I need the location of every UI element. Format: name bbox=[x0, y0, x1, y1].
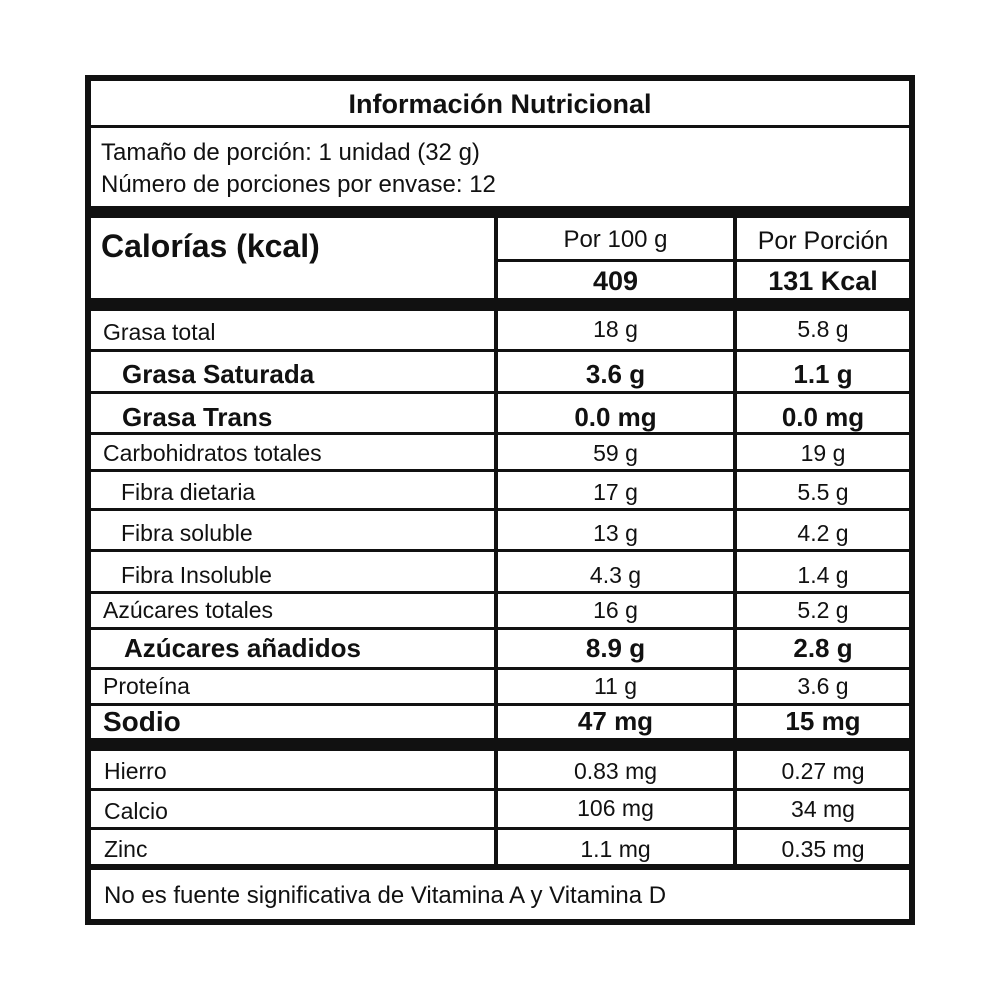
calories-per-serving: 131 Kcal bbox=[768, 266, 878, 296]
nutrient-value-100g-grasa-trans: 0.0 mg bbox=[574, 402, 657, 432]
rule-row-11 bbox=[85, 788, 915, 791]
nutrient-label-grasa-trans: Grasa Trans bbox=[122, 402, 273, 432]
rule-row-6 bbox=[85, 549, 915, 552]
nutrient-label-fibra-soluble: Fibra soluble bbox=[121, 520, 253, 546]
nutrient-value-portion-sodio: 15 mg bbox=[785, 706, 861, 736]
rule-thick-serving bbox=[85, 206, 915, 218]
mineral-value-portion-calcio: 34 mg bbox=[791, 796, 855, 822]
nutrient-value-portion-proteina: 3.6 g bbox=[797, 673, 849, 699]
nutrient-value-100g-fibra-soluble: 13 g bbox=[593, 520, 638, 546]
nutrient-value-100g-azucares-totales: 16 g bbox=[593, 597, 638, 623]
nutrient-value-100g-fibra-dietaria: 17 g bbox=[593, 479, 638, 505]
nutrient-label-grasa-saturada: Grasa Saturada bbox=[122, 359, 315, 389]
nutrient-label-sodio: Sodio bbox=[103, 706, 181, 737]
nutrient-value-portion-fibra-insoluble: 1.4 g bbox=[797, 562, 849, 588]
mineral-label-hierro: Hierro bbox=[104, 758, 167, 784]
rule-row-3 bbox=[85, 432, 915, 435]
mineral-label-calcio: Calcio bbox=[104, 798, 168, 824]
rule-row-9 bbox=[85, 667, 915, 670]
col-header-per-100g: Por 100 g bbox=[563, 226, 668, 253]
border-top bbox=[85, 75, 915, 81]
rule-row-1 bbox=[85, 349, 915, 352]
nutrient-value-portion-fibra-dietaria: 5.5 g bbox=[797, 479, 849, 505]
col-header-per-serving: Por Porción bbox=[757, 227, 889, 255]
table-title: Información Nutricional bbox=[348, 89, 652, 119]
serving-size: Tamaño de porción: 1 unidad (32 g) bbox=[101, 139, 480, 166]
servings-per-container: Número de porciones por envase: 12 bbox=[101, 171, 496, 198]
rule-footnote bbox=[85, 864, 915, 870]
mineral-value-portion-zinc: 0.35 mg bbox=[781, 836, 865, 862]
calories-per-100g: 409 bbox=[592, 266, 639, 296]
rule-row-7 bbox=[85, 591, 915, 594]
nutrient-value-100g-proteina: 11 g bbox=[593, 673, 638, 699]
nutrient-value-100g-carbohidratos: 59 g bbox=[593, 440, 638, 466]
rule-row-2 bbox=[85, 391, 915, 394]
border-bottom bbox=[85, 919, 915, 925]
rule-row-5 bbox=[85, 508, 915, 511]
mineral-value-100g-zinc: 1.1 mg bbox=[580, 836, 651, 862]
border-right bbox=[909, 75, 915, 925]
nutrient-value-portion-azucares-totales: 5.2 g bbox=[797, 597, 849, 623]
nutrient-label-azucares-anadidos: Azúcares añadidos bbox=[124, 633, 361, 663]
border-left bbox=[85, 75, 91, 925]
footnote: No es fuente significativa de Vitamina A y Vitamina D bbox=[104, 882, 667, 909]
nutrient-value-100g-grasa-total: 18 g bbox=[593, 316, 638, 342]
nutrient-label-proteina: Proteína bbox=[103, 673, 190, 699]
rule-title bbox=[85, 125, 915, 128]
mineral-value-100g-calcio: 106 mg bbox=[577, 795, 654, 821]
nutrient-label-azucares-totales: Azúcares totales bbox=[103, 597, 274, 623]
nutrient-value-portion-fibra-soluble: 4.2 g bbox=[797, 520, 849, 546]
mineral-value-100g-hierro: 0.83 mg bbox=[573, 758, 658, 784]
nutrient-value-100g-sodio: 47 mg bbox=[577, 706, 654, 736]
rule-row-4 bbox=[85, 469, 915, 472]
rule-thick-calories bbox=[85, 298, 915, 311]
nutrient-value-portion-carbohidratos: 19 g bbox=[800, 440, 846, 466]
rule-row-8 bbox=[85, 627, 915, 630]
nutrient-value-portion-grasa-saturada: 1.1 g bbox=[793, 359, 853, 389]
rule-row-12 bbox=[85, 827, 915, 830]
nutrient-value-portion-azucares-anadidos: 2.8 g bbox=[793, 633, 853, 663]
mineral-value-portion-hierro: 0.27 mg bbox=[781, 758, 865, 784]
nutrient-value-portion-grasa-trans: 0.0 mg bbox=[781, 402, 865, 432]
nutrient-label-carbohidratos: Carbohidratos totales bbox=[103, 440, 322, 466]
nutrient-value-100g-grasa-saturada: 3.6 g bbox=[585, 359, 646, 389]
calories-label: Calorías (kcal) bbox=[101, 228, 320, 264]
nutrient-value-100g-azucares-anadidos: 8.9 g bbox=[585, 633, 646, 663]
nutrient-value-portion-grasa-total: 5.8 g bbox=[797, 316, 849, 342]
nutrient-value-100g-fibra-insoluble: 4.3 g bbox=[589, 562, 642, 588]
nutrient-label-grasa-total: Grasa total bbox=[103, 319, 216, 345]
rule-thick-sodio bbox=[85, 738, 915, 751]
nutrient-label-fibra-dietaria: Fibra dietaria bbox=[121, 479, 256, 505]
rule-calories-headers bbox=[497, 259, 915, 262]
nutrient-label-fibra-insoluble: Fibra Insoluble bbox=[121, 562, 272, 588]
mineral-label-zinc: Zinc bbox=[104, 836, 148, 862]
